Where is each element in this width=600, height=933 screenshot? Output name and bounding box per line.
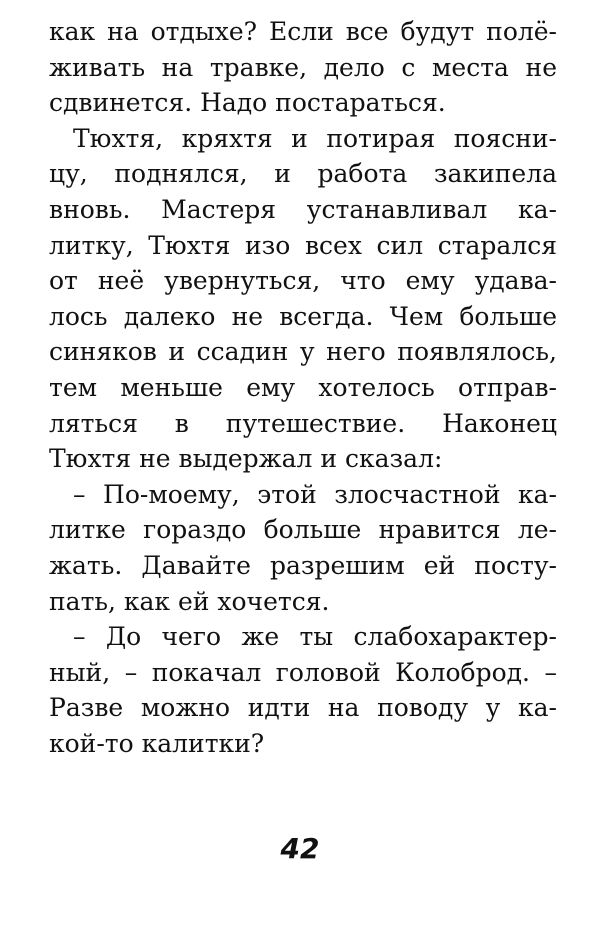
dialogue-line: – До чего же ты слабохарактер- <box>73 622 557 652</box>
dialogue-line: литке гораздо больше нравится ле- <box>49 515 557 545</box>
page-text <box>49 14 557 761</box>
dialogue-line: жать. Давайте разрешим ей посту- <box>49 550 557 580</box>
text-line: вновь. Мастеря устанавливал ка- <box>49 194 557 224</box>
text-line: тем меньше ему хотелось отправ- <box>49 372 557 402</box>
dialogue-line: ный, – покачал головой Колоброд. – <box>49 657 557 687</box>
dialogue-line: Разве можно идти на поводу у ка- <box>49 693 557 723</box>
text-line: сдвинется. Надо постараться. <box>49 88 446 118</box>
text-line: литку, Тюхтя изо всех сил старался <box>49 230 557 260</box>
dialogue-line: – По-моему, этой злосчастной ка- <box>73 479 557 509</box>
text-line: ляться в путешествие. Наконец <box>49 408 557 438</box>
text-line: Тюхтя не выдержал и сказал: <box>49 444 443 474</box>
text-line: как на отдыхе? Если все будут полё- <box>49 17 557 46</box>
text-line: живать на травке, дело с места не <box>49 52 557 82</box>
text-line: цу, поднялся, и работа закипела <box>49 159 557 189</box>
text-line: от неё увернуться, что ему удава- <box>49 266 557 296</box>
text-line: синяков и ссадин у него появлялось, <box>49 337 557 367</box>
text-line: лось далеко не всегда. Чем больше <box>49 301 557 331</box>
dialogue-line: пать, как ей хочется. <box>49 586 330 616</box>
page-number: 42 <box>280 832 320 865</box>
text-line: Тюхтя, кряхтя и потирая поясни- <box>73 123 557 153</box>
dialogue-line: кой-то калитки? <box>49 728 265 758</box>
